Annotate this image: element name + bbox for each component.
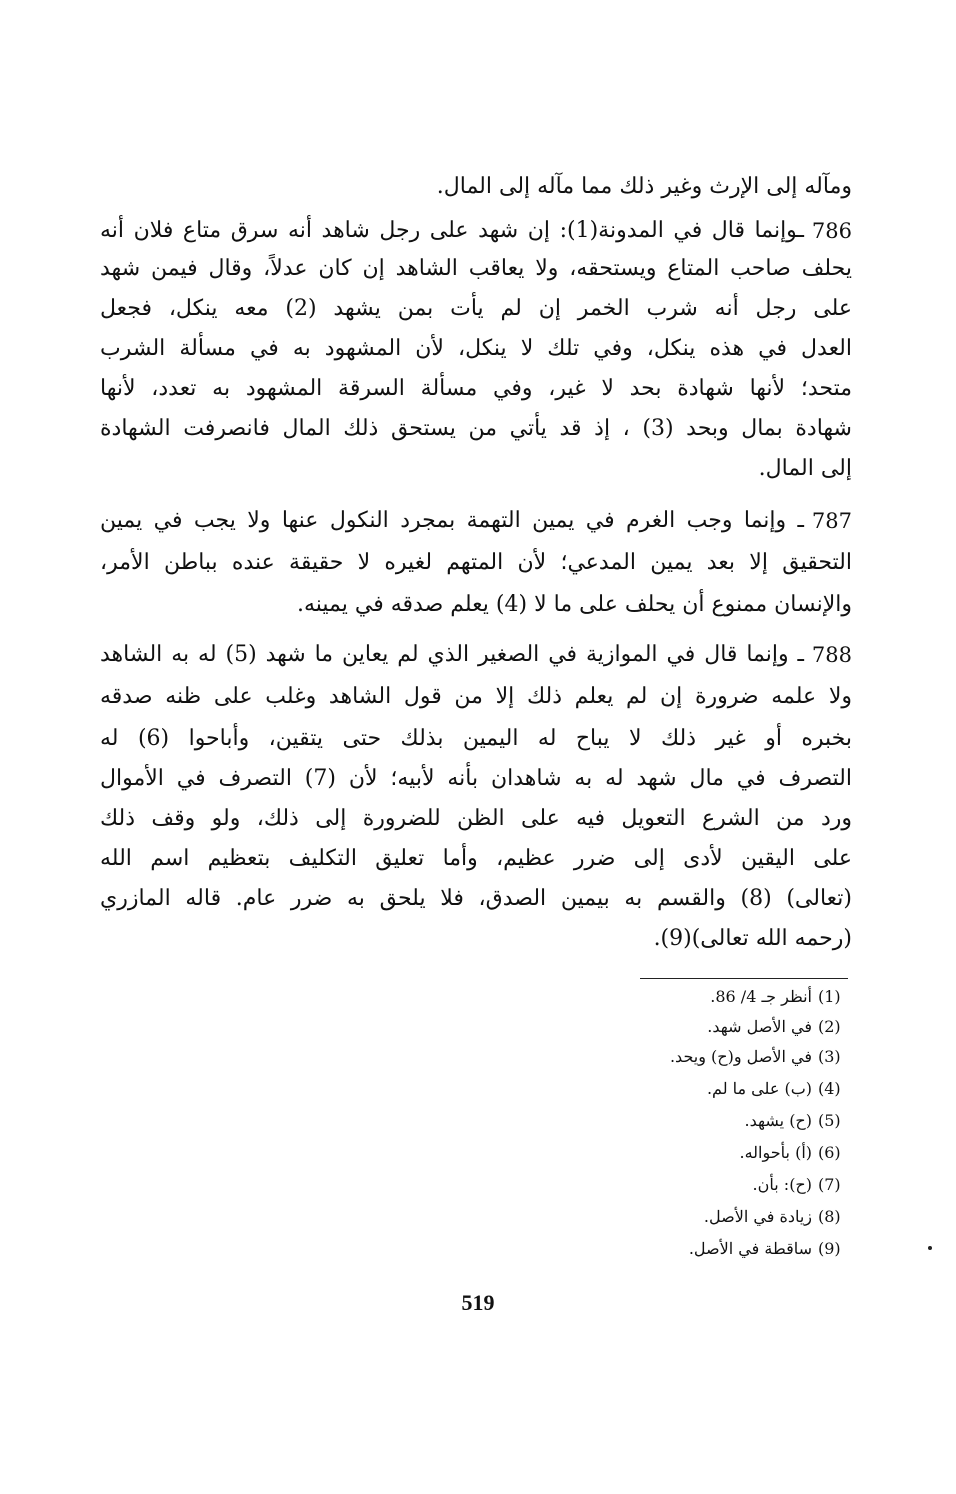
paragraph-786-line-6: شهادة بمال وبحد (3) ، إذ قد يأتي من يستحق ذلك المال فانصرفت الشهادة	[100, 416, 852, 441]
footnote-text: ساقطة في الأصل.	[688, 1239, 812, 1258]
margin-speck	[928, 1246, 932, 1250]
paragraph-786-line-7: إلى المال.	[758, 456, 852, 481]
paragraph-786-line-1: ـوإنما قال في المدونة(1): إن شهد على رجل شاهد أنه سرق متاع فلان أنه	[100, 218, 804, 243]
footnote-6	[432, 1138, 852, 1168]
footnote-text: (ب) على ما لم.	[706, 1079, 812, 1098]
paragraph-788-line-6: على اليقين لأدى إلى ضرر عظيم، وأما تعليق التكليف بتعظيم اسم الله	[100, 846, 852, 871]
paragraph-788-line-2: ولا علمه ضرورة إن لم يعلم ذلك إلا من قول الشاهد وغلب على ظنه صدقه	[100, 684, 852, 709]
footnote-2	[432, 1012, 852, 1042]
paragraph-787-line-2: التحقيق إلا بعد يمين المدعي؛ لأن المتهم لغيره لا حقيقة عنده بباطن الأمر،	[100, 550, 852, 575]
footnote-text: في الأصل و(ح) ويحد.	[669, 1047, 812, 1066]
paragraph-787-line-1: ـ وإنما وجب الغرم في يمين التهمة بمجرد النكول عنها ولا يجب في يمين	[100, 508, 804, 533]
footnote-1	[432, 982, 852, 1012]
intro-line: ومآله إلى الإرث وغير ذلك مما مآله إلى المال.	[436, 174, 852, 199]
footnote-number: (5)	[818, 1111, 841, 1130]
footnote-8	[432, 1202, 852, 1232]
footnote-number: (9)	[818, 1239, 841, 1258]
paragraph-786-line-2: يحلف صاحب المتاع ويستحقه، ولا يعاقب الشاهد إن كان عدلاً، وقال فيمن شهد	[100, 256, 852, 281]
paragraph-786-line-5: متحد؛ لأنها شهادة بحد لا غير، وفي مسألة السرقة المشهود به تعدد، لأنها	[100, 376, 852, 401]
footnote-number: (3)	[818, 1047, 841, 1066]
paragraph-788-line-4: التصرف في مال شهد له به شاهدان بأنه لأبيه؛ لأن (7) التصرف في الأموال	[100, 766, 852, 791]
footnote-text: (ح) يشهد.	[744, 1111, 812, 1130]
footnote-text: أنظر جـ 4/ 86.	[710, 987, 812, 1006]
paragraph-number-787: 787	[811, 509, 852, 533]
paragraph-788-line-8: (رحمه الله تعالى)(9).	[653, 926, 852, 951]
paragraph-788-line-5: ورد من الشرع التعويل فيه على الظن للضرورة إلى ذلك، ولو وقف ذلك	[100, 806, 852, 831]
footnote-number: (4)	[818, 1079, 841, 1098]
footnote-4	[432, 1074, 852, 1104]
footnote-3	[432, 1042, 852, 1072]
footnote-separator	[640, 978, 848, 979]
footnote-number: (7)	[818, 1175, 841, 1194]
paragraph-786-line-3: على رجل أنه شرب الخمر إن لم يأت بمن يشهد (2) معه ينكل، فجعل	[100, 296, 853, 321]
paragraph-788-line-1: ـ وإنما قال في الموازية في الصغير الذي لم يعاين ما شهد (5) له به الشاهد	[100, 642, 804, 667]
footnote-number: (1)	[818, 987, 841, 1006]
footnote-number: (6)	[818, 1143, 841, 1162]
footnote-number: (2)	[818, 1017, 841, 1036]
paragraph-787-line-3: والإنسان ممنوع أن يحلف على ما لا (4) يعلم صدقه في يمينه.	[296, 592, 852, 617]
paragraph-786-line-4: العدل في هذه ينكل، وفي تلك لا ينكل، لأن المشهود به في مسألة الشرب	[100, 336, 852, 361]
paragraph-number-788: 788	[811, 643, 852, 667]
footnote-text: (أ) بأحواله.	[739, 1143, 812, 1162]
paragraph-788-line-7: (تعالى) (8) والقسم به بيمين الصدق، فلا يلحق به ضرر عام. قاله المازري	[100, 886, 852, 911]
footnote-text: (ح): بأن.	[752, 1175, 812, 1194]
footnote-number: (8)	[818, 1207, 841, 1226]
footnote-5	[432, 1106, 852, 1136]
page-number: 519	[461, 1290, 495, 1315]
footnote-text: في الأصل شهد.	[707, 1017, 812, 1036]
paragraph-number-786: 786	[811, 219, 852, 243]
footnote-9	[432, 1234, 852, 1264]
footnote-text: زيادة في الأصل.	[703, 1207, 812, 1226]
paragraph-788-line-3: بخبره أو غير ذلك لا يباح له اليمين بذلك حتى يتقين، وأباحوا (6) له	[100, 726, 853, 751]
footnote-7	[432, 1170, 852, 1200]
